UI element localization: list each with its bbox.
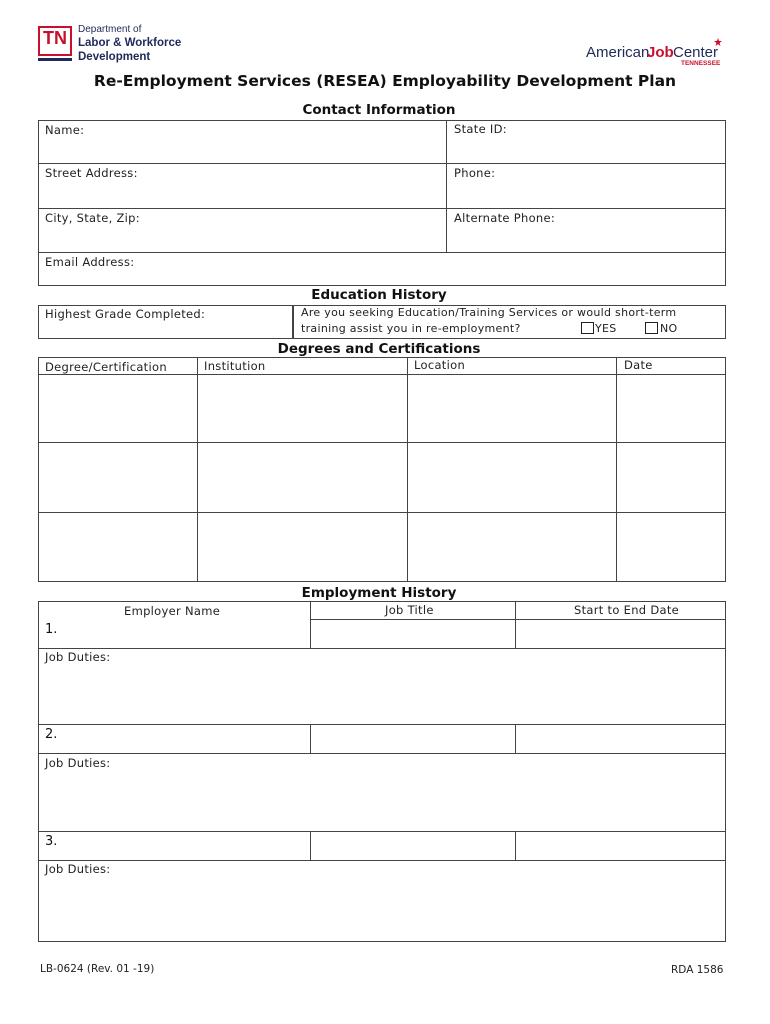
employer-row-1-number: 1. xyxy=(45,622,58,637)
alternate-phone-field[interactable]: Alternate Phone: xyxy=(454,211,556,225)
employer-name-column-header: Employer Name xyxy=(124,604,221,618)
job-title-column-header: Job Title xyxy=(385,603,434,617)
tn-logo-text: TN xyxy=(43,28,67,48)
training-question-line-2: training assist you in re-employment? xyxy=(301,322,521,335)
contact-heading: Contact Information xyxy=(302,102,456,118)
divider xyxy=(38,860,726,861)
divider xyxy=(38,831,726,832)
divider xyxy=(310,601,311,648)
location-column-header: Location xyxy=(414,358,466,372)
dept-line-2: Labor & Workforce xyxy=(78,37,182,49)
no-label: NO xyxy=(660,322,678,335)
degrees-table xyxy=(38,357,726,582)
employment-table xyxy=(38,601,726,942)
job-duties-2-field[interactable]: Job Duties: xyxy=(45,756,111,770)
tn-dept-logo xyxy=(38,22,188,68)
tn-logo-underline xyxy=(38,58,72,61)
ajc-american: American xyxy=(586,44,650,61)
date-column-header: Date xyxy=(624,358,653,372)
no-checkbox[interactable] xyxy=(645,322,658,334)
institution-column-header: Institution xyxy=(204,359,266,373)
divider xyxy=(310,831,311,860)
dept-line-3: Development xyxy=(78,51,151,63)
divider xyxy=(38,208,726,209)
employer-row-2-number: 2. xyxy=(45,727,58,742)
divider xyxy=(197,357,198,582)
form-id: LB-0624 (Rev. 01 -19) xyxy=(40,963,155,975)
phone-field[interactable]: Phone: xyxy=(454,166,496,180)
divider xyxy=(38,252,726,253)
divider xyxy=(38,724,726,725)
divider xyxy=(616,357,617,582)
ajc-center: Center xyxy=(673,44,719,61)
state-id-field[interactable]: State ID: xyxy=(454,122,507,136)
city-state-zip-field[interactable]: City, State, Zip: xyxy=(45,211,140,225)
highest-grade-field[interactable]: Highest Grade Completed: xyxy=(45,307,206,321)
dept-line-1: Department of xyxy=(78,24,142,35)
date-range-column-header: Start to End Date xyxy=(574,603,680,617)
divider xyxy=(515,601,516,648)
rda-number: RDA 1586 xyxy=(671,964,724,976)
divider xyxy=(310,724,311,753)
education-heading: Education History xyxy=(311,287,447,303)
training-question-line-1: Are you seeking Education/Training Services or would short-term xyxy=(301,306,677,319)
degree-column-header: Degree/Certification xyxy=(45,360,167,374)
divider xyxy=(310,619,726,620)
divider xyxy=(38,442,726,443)
divider xyxy=(446,120,447,252)
employment-heading: Employment History xyxy=(301,585,457,601)
american-job-center-logo xyxy=(586,42,726,68)
contact-table xyxy=(38,120,726,286)
job-duties-1-field[interactable]: Job Duties: xyxy=(45,650,111,664)
job-duties-3-field[interactable]: Job Duties: xyxy=(45,862,111,876)
divider xyxy=(38,753,726,754)
email-address-field[interactable]: Email Address: xyxy=(45,255,135,269)
degrees-heading: Degrees and Certifications xyxy=(277,341,481,357)
divider xyxy=(515,831,516,860)
employer-row-3-number: 3. xyxy=(45,834,58,849)
ajc-state: TENNESSEE xyxy=(681,60,721,67)
divider xyxy=(38,163,726,164)
divider xyxy=(38,374,726,375)
page-title: Re-Employment Services (RESEA) Employability Development Plan xyxy=(93,72,677,90)
divider xyxy=(407,357,408,582)
divider xyxy=(515,724,516,753)
name-field[interactable]: Name: xyxy=(45,123,85,137)
ajc-job: Job xyxy=(647,44,674,61)
street-address-field[interactable]: Street Address: xyxy=(45,166,138,180)
divider xyxy=(38,512,726,513)
yes-checkbox[interactable] xyxy=(581,322,594,334)
divider xyxy=(38,648,726,649)
yes-label: YES xyxy=(595,322,617,335)
